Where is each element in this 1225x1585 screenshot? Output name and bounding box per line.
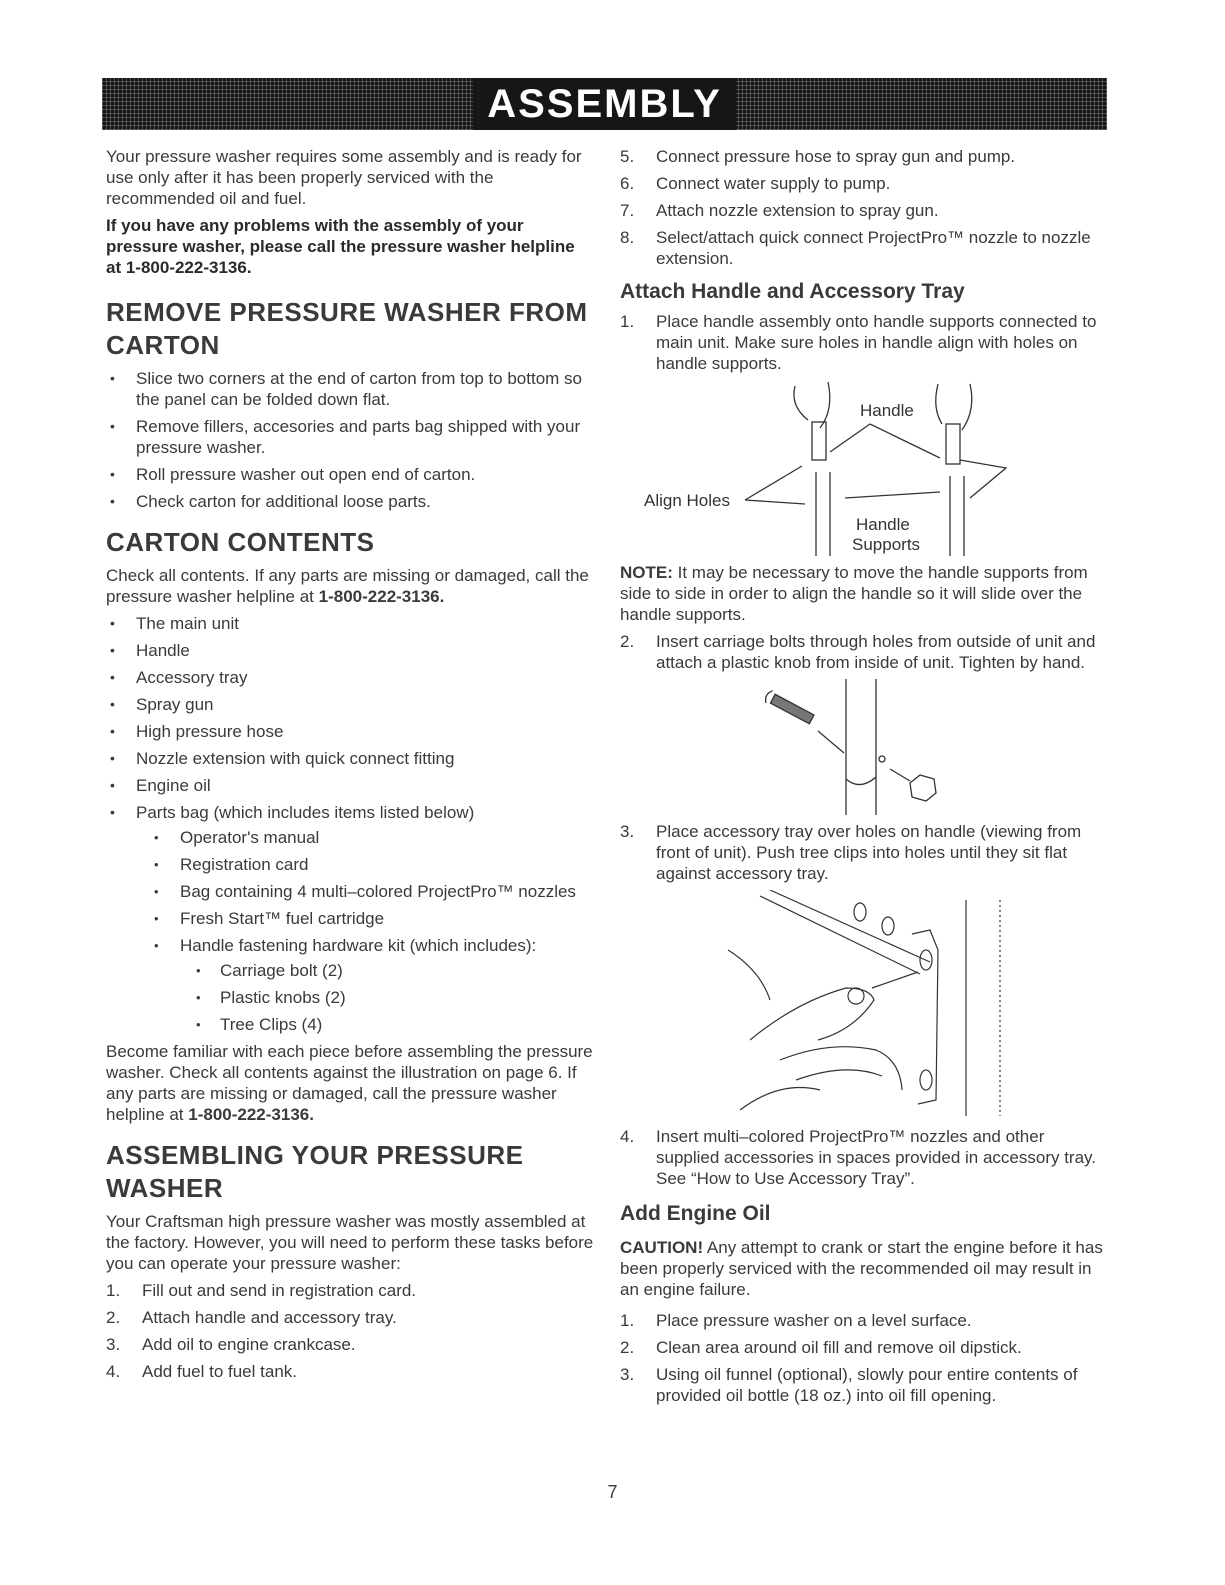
handle-alignment-illustration — [620, 380, 1110, 556]
left-column — [106, 146, 594, 1388]
list-item: • Accessory tray — [106, 667, 594, 688]
list-item: • High pressure hose — [106, 721, 594, 742]
helpline-phone: 1-800-222-3136. — [318, 587, 445, 606]
oil-heading: Add Engine Oil — [620, 1202, 771, 1225]
step-item: 5. Connect pressure hose to spray gun and pump. — [620, 147, 1016, 166]
list-item: • Remove fillers, accesories and parts bag shipped with your pressure washer. — [106, 416, 594, 458]
list-item: • Registration card — [136, 854, 594, 875]
figure-label-supports-1: Handle — [856, 515, 910, 534]
step-item: 3. Add oil to engine crankcase. — [106, 1335, 356, 1354]
list-item: • Engine oil — [106, 775, 594, 796]
list-item: • Bag containing 4 multi–colored ProjectPro™ nozzles — [136, 881, 594, 902]
handle-steps — [620, 821, 1110, 884]
remove-heading: REMOVE PRESSURE WASHER FROM CARTON — [106, 297, 588, 360]
step-item: 8. Select/attach quick connect ProjectPro™ nozzle to nozzle extension. — [620, 228, 1091, 268]
tree-clip-figure — [620, 890, 1110, 1120]
step-item: 2. Attach handle and accessory tray. — [106, 1308, 397, 1327]
handle-steps — [620, 1126, 1110, 1189]
step-item: 1. Place handle assembly onto handle supports connected to main unit. Make sure holes in handle align with holes on handle supports. — [620, 312, 1097, 373]
helpline-phone: 1-800-222-3136. — [188, 1105, 314, 1124]
right-column — [620, 146, 1110, 1412]
list-item: • Tree Clips (4) — [180, 1014, 594, 1035]
handle-steps — [620, 311, 1110, 374]
helpline-note: If you have any problems with the assembly of your pressure washer, please call the pressure washer helpline at 1-800-222-3136. — [106, 216, 575, 277]
step-item: 2. Clean area around oil fill and remove oil dipstick. — [620, 1338, 1022, 1357]
contents-intro: Check all contents. If any parts are missing or damaged, call the pressure washer helpline at 1-800-222-3136. — [106, 566, 589, 606]
figure-label-handle: Handle — [860, 401, 914, 420]
assembling-intro: Your Craftsman high pressure washer was mostly assembled at the factory. However, you will need to perform these tasks before you can operate your pressure washer: — [106, 1212, 594, 1273]
list-item: • Carriage bolt (2) — [180, 960, 594, 981]
contents-heading: CARTON CONTENTS — [106, 527, 375, 557]
handle-alignment-figure — [620, 380, 1110, 556]
list-item: • Check carton for additional loose parts. — [106, 491, 594, 512]
list-item: • Parts bag (which includes items listed below) • Operator's manual • Registration card • Bag containing 4 multi–colored ProjectPro™ nozzles • Fresh Start™ fuel cartridge • Handle fastening hardware kit (which includes): • Carriage bolt (2) • Plastic knobs (2) • Tree Clips (4) — [106, 802, 594, 1035]
section-banner — [102, 78, 1107, 130]
list-item: • The main unit — [106, 613, 594, 634]
step-item: 2. Insert carriage bolts through holes from outside of unit and attach a plastic knob from inside of unit. Tighten by hand. — [620, 632, 1096, 672]
contents-list — [106, 613, 594, 1035]
list-item: • Operator's manual — [136, 827, 594, 848]
assembling-steps-continued — [620, 146, 1110, 269]
tree-clip-illustration — [620, 890, 1110, 1120]
list-item: • Nozzle extension with quick connect fitting — [106, 748, 594, 769]
contents-outro: Become familiar with each piece before assembling the pressure washer. Check all contents against the illustration on page 6. If any parts are missing or damaged, call the pressure washer helpline at 1-800-222-3136. — [106, 1042, 593, 1124]
step-item: 7. Attach nozzle extension to spray gun. — [620, 201, 939, 220]
assembling-heading: ASSEMBLING YOUR PRESSURE WASHER — [106, 1140, 524, 1203]
step-item: 3. Using oil funnel (optional), slowly pour entire contents of provided oil bottle (18 oz.) into oil fill opening. — [620, 1365, 1078, 1405]
list-item: • Slice two corners at the end of carton from top to bottom so the panel can be folded down flat. — [106, 368, 594, 410]
figure-label-align-holes: Align Holes — [644, 491, 730, 510]
handle-heading: Attach Handle and Accessory Tray — [620, 280, 965, 303]
carriage-bolt-figure — [620, 679, 1110, 815]
remove-list — [106, 368, 594, 512]
list-item: • Handle fastening hardware kit (which includes): • Carriage bolt (2) • Plastic knobs (2) • Tree Clips (4) — [136, 935, 594, 1035]
page-number: 7 — [607, 1482, 618, 1502]
hardware-kit-list — [180, 960, 594, 1035]
parts-bag-list — [136, 827, 594, 1035]
step-item: 6. Connect water supply to pump. — [620, 174, 891, 193]
banner-title: ASSEMBLY — [473, 78, 736, 130]
handle-note: NOTE: It may be necessary to move the handle supports from side to side in order to align the handle so it will slide over the handle supports. — [620, 563, 1088, 624]
oil-steps — [620, 1310, 1110, 1406]
handle-steps — [620, 631, 1110, 673]
list-item: • Spray gun — [106, 694, 594, 715]
step-item: 4. Add fuel to fuel tank. — [106, 1362, 297, 1381]
step-item: 4. Insert multi–colored ProjectPro™ nozzles and other supplied accessories in spaces provided in accessory tray. See “How to Use Accessory Tray”. — [620, 1127, 1097, 1188]
step-item: 3. Place accessory tray over holes on handle (viewing from front of unit). Push tree clips into holes until they sit flat against accessory tray. — [620, 822, 1082, 883]
assembling-steps — [106, 1280, 594, 1382]
list-item: • Plastic knobs (2) — [180, 987, 594, 1008]
figure-label-supports-2: Supports — [852, 535, 921, 554]
list-item: • Handle — [106, 640, 594, 661]
list-item: • Fresh Start™ fuel cartridge — [136, 908, 594, 929]
intro-paragraph: Your pressure washer requires some assembly and is ready for use only after it has been properly serviced with the recommended oil and fuel. — [106, 147, 582, 208]
caution-label: CAUTION! — [620, 1238, 704, 1257]
step-item: 1. Fill out and send in registration card. — [106, 1281, 417, 1300]
oil-caution: CAUTION! Any attempt to crank or start the engine before it has been properly serviced with the recommended oil may result in an engine failure. — [620, 1238, 1103, 1299]
list-item: • Roll pressure washer out open end of carton. — [106, 464, 594, 485]
carriage-bolt-illustration — [620, 679, 1110, 815]
step-item: 1. Place pressure washer on a level surface. — [620, 1311, 972, 1330]
